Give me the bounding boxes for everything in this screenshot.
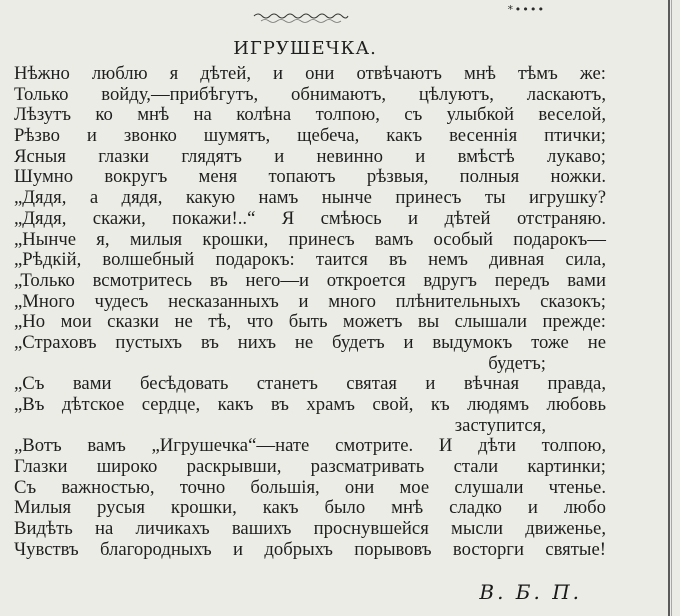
poem-title: ИГРУШЕЧКА.	[233, 38, 377, 59]
poem-line: „Много чудесъ несказанныхъ и много плѣнительныхъ сказокъ;	[14, 290, 606, 312]
poem-line: „Вотъ вамъ „Игрушечка“—нате смотрите. И дѣти толпою,	[14, 435, 606, 457]
poem-line: „Дядя, скажи, покажи!..“ Я смѣюсь и дѣтей отстраняю.	[14, 207, 606, 229]
poem-line: Глазки широко раскрывши, разсматривать стали картинки;	[14, 456, 606, 478]
poem-line-continuation: заступится,	[454, 414, 546, 436]
poem-line: Шумно вокругъ меня топаютъ рѣзвыя, полныя ножки.	[14, 166, 606, 188]
poem-line-continuation: будетъ;	[488, 352, 546, 374]
author-signature: В. Б. П.	[479, 580, 582, 604]
poem-line: Милыя русыя крошки, какъ было мнѣ сладко и любо	[14, 497, 606, 519]
poem-line: „Только всмотритесь въ него—и откроется вдругъ передъ вами	[14, 269, 606, 291]
poem-line: „Въ дѣтское сердце, какъ въ храмъ свой, къ людямъ любовь	[14, 394, 606, 415]
poem-line: „Страховъ пустыхъ въ нихъ не будетъ и выдумокъ тоже не	[14, 331, 606, 353]
poem-text	[14, 64, 606, 561]
poem-line: Ясныя глазки глядятъ и невинно и вмѣстѣ лукаво;	[14, 145, 606, 167]
poem-line: „Съ вами бесѣдовать станетъ святая и вѣчная правда,	[14, 373, 606, 395]
poem-line: Лѣзутъ ко мнѣ на колѣна толпою, съ улыбкой веселой,	[14, 104, 606, 126]
poem-line: „Нынче я, милыя крошки, принесъ вамъ особый подарокъ—	[14, 228, 606, 250]
title-ornament	[253, 10, 349, 26]
poem-line: Только войду,—прибѣгутъ, обнимаютъ, цѣлуютъ, ласкаютъ,	[14, 83, 606, 105]
poem-line: Рѣзво и звонко шумятъ, щебеча, какъ весеннія птички;	[14, 125, 606, 147]
column-rule-shadow	[671, 0, 672, 616]
poem-line: Чувствъ благородныхъ и добрыхъ порывовъ восторги святые!	[14, 538, 606, 560]
poem-line: „Рѣдкій, волшебный подарокъ: таится въ немъ дивная сила,	[14, 249, 606, 271]
poem-line: „Дядя, а дядя, какую намъ нынче принесъ ты игрушку?	[14, 187, 606, 209]
poem-line: Видѣть на личикахъ вашихъ проснувшейся мысли движенье,	[14, 518, 606, 540]
poem-line: „Но мои сказки не тѣ, что быть можетъ вы слышали прежде:	[14, 311, 606, 333]
column-rule	[668, 0, 670, 616]
poem-line: Съ важностью, точно большія, они мое слушали чтенье.	[14, 476, 606, 498]
page-mark: *••••	[507, 3, 546, 16]
poem-line: Нѣжно люблю я дѣтей, и они отвѣчаютъ мнѣ тѣмъ же:	[14, 63, 606, 84]
